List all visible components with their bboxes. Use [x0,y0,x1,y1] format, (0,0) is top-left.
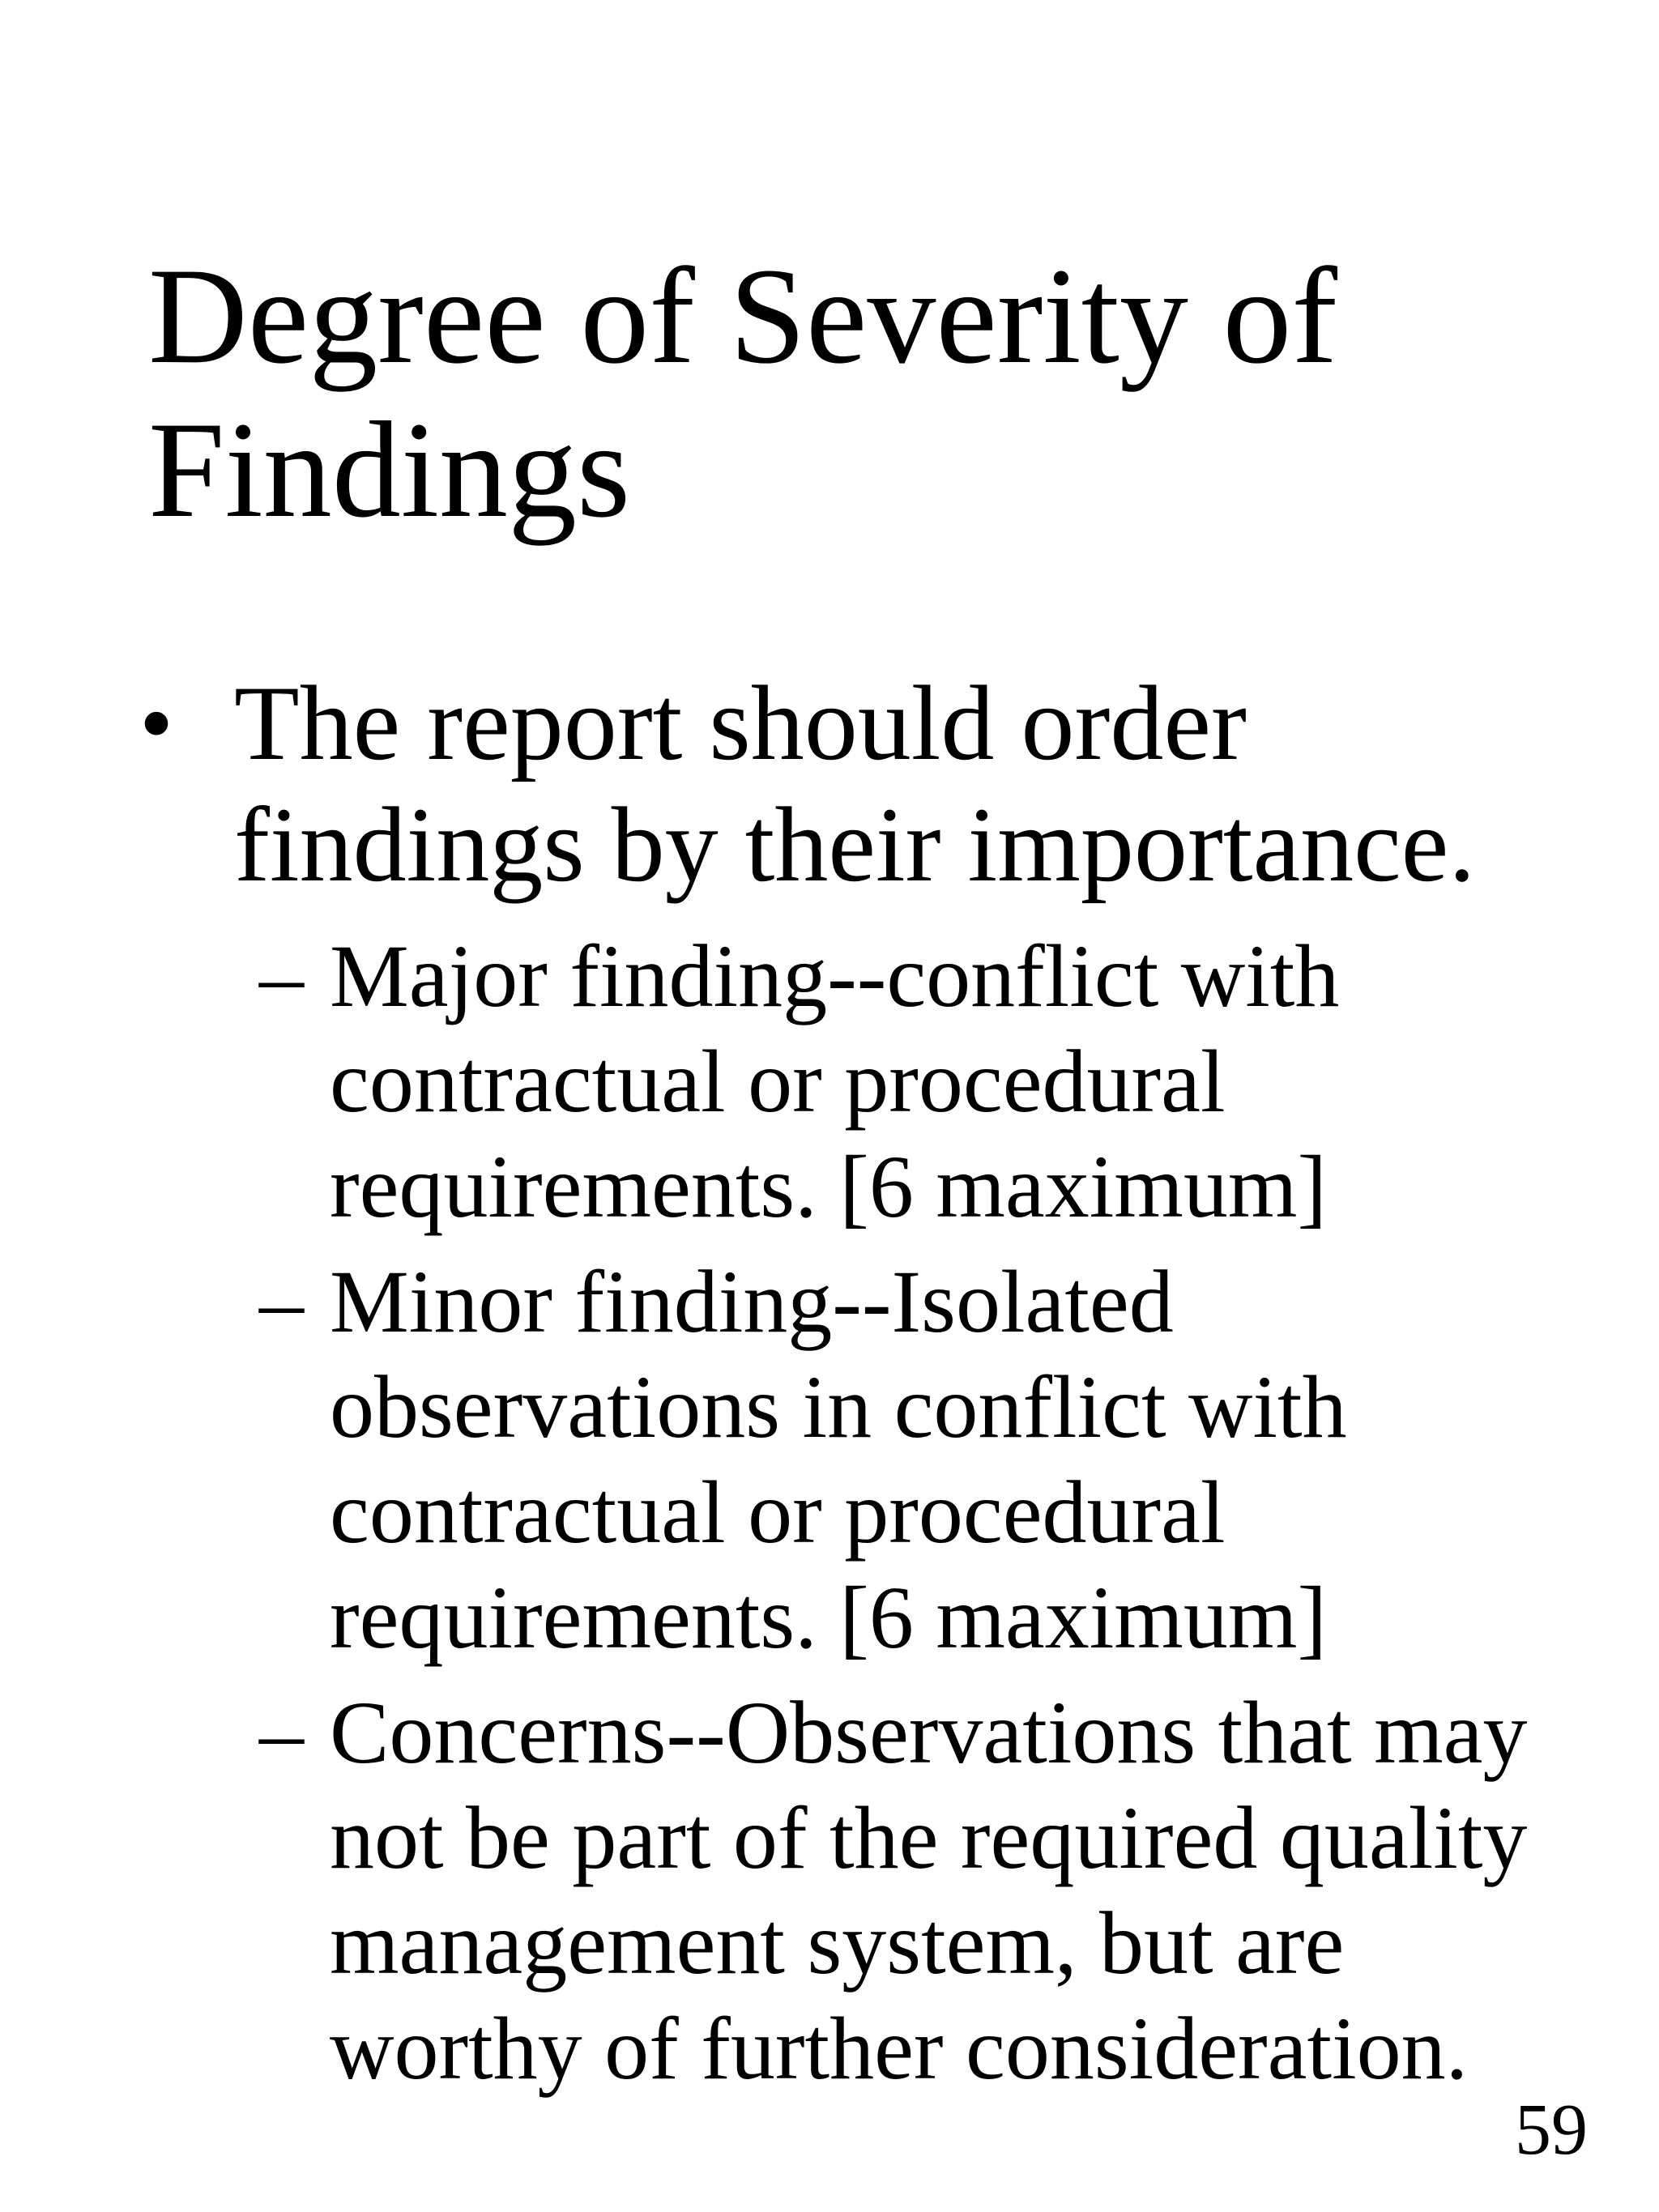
dash-marker: – [259,1252,304,1351]
main-bullet [139,663,1581,906]
sub-bullet-text: Minor finding--Isolated observations in conflict with contractual or procedural requirements. [6 maximum] [330,1252,1347,1667]
slide-title: Degree of Severity of Findings [148,240,1337,546]
page-number: 59 [1515,2090,1588,2170]
sub-bullet-major-finding [259,923,1596,1239]
dash-marker: – [259,927,304,1025]
main-bullet-text: The report should order findings by their importance. [234,663,1476,904]
sub-bullet-minor-finding [259,1249,1596,1670]
bullet-marker: • [139,669,174,777]
dash-marker: – [259,1683,304,1782]
sub-bullet-text: Concerns--Observations that may not be part of the required quality management system, but are worthy of further consideration. [330,1683,1528,2098]
sub-bullet-concerns [259,1680,1596,2101]
sub-bullet-text: Major finding--conflict with contractual or procedural requirements. [6 maximum] [330,927,1340,1236]
sub-bullet-list [259,923,1596,2111]
